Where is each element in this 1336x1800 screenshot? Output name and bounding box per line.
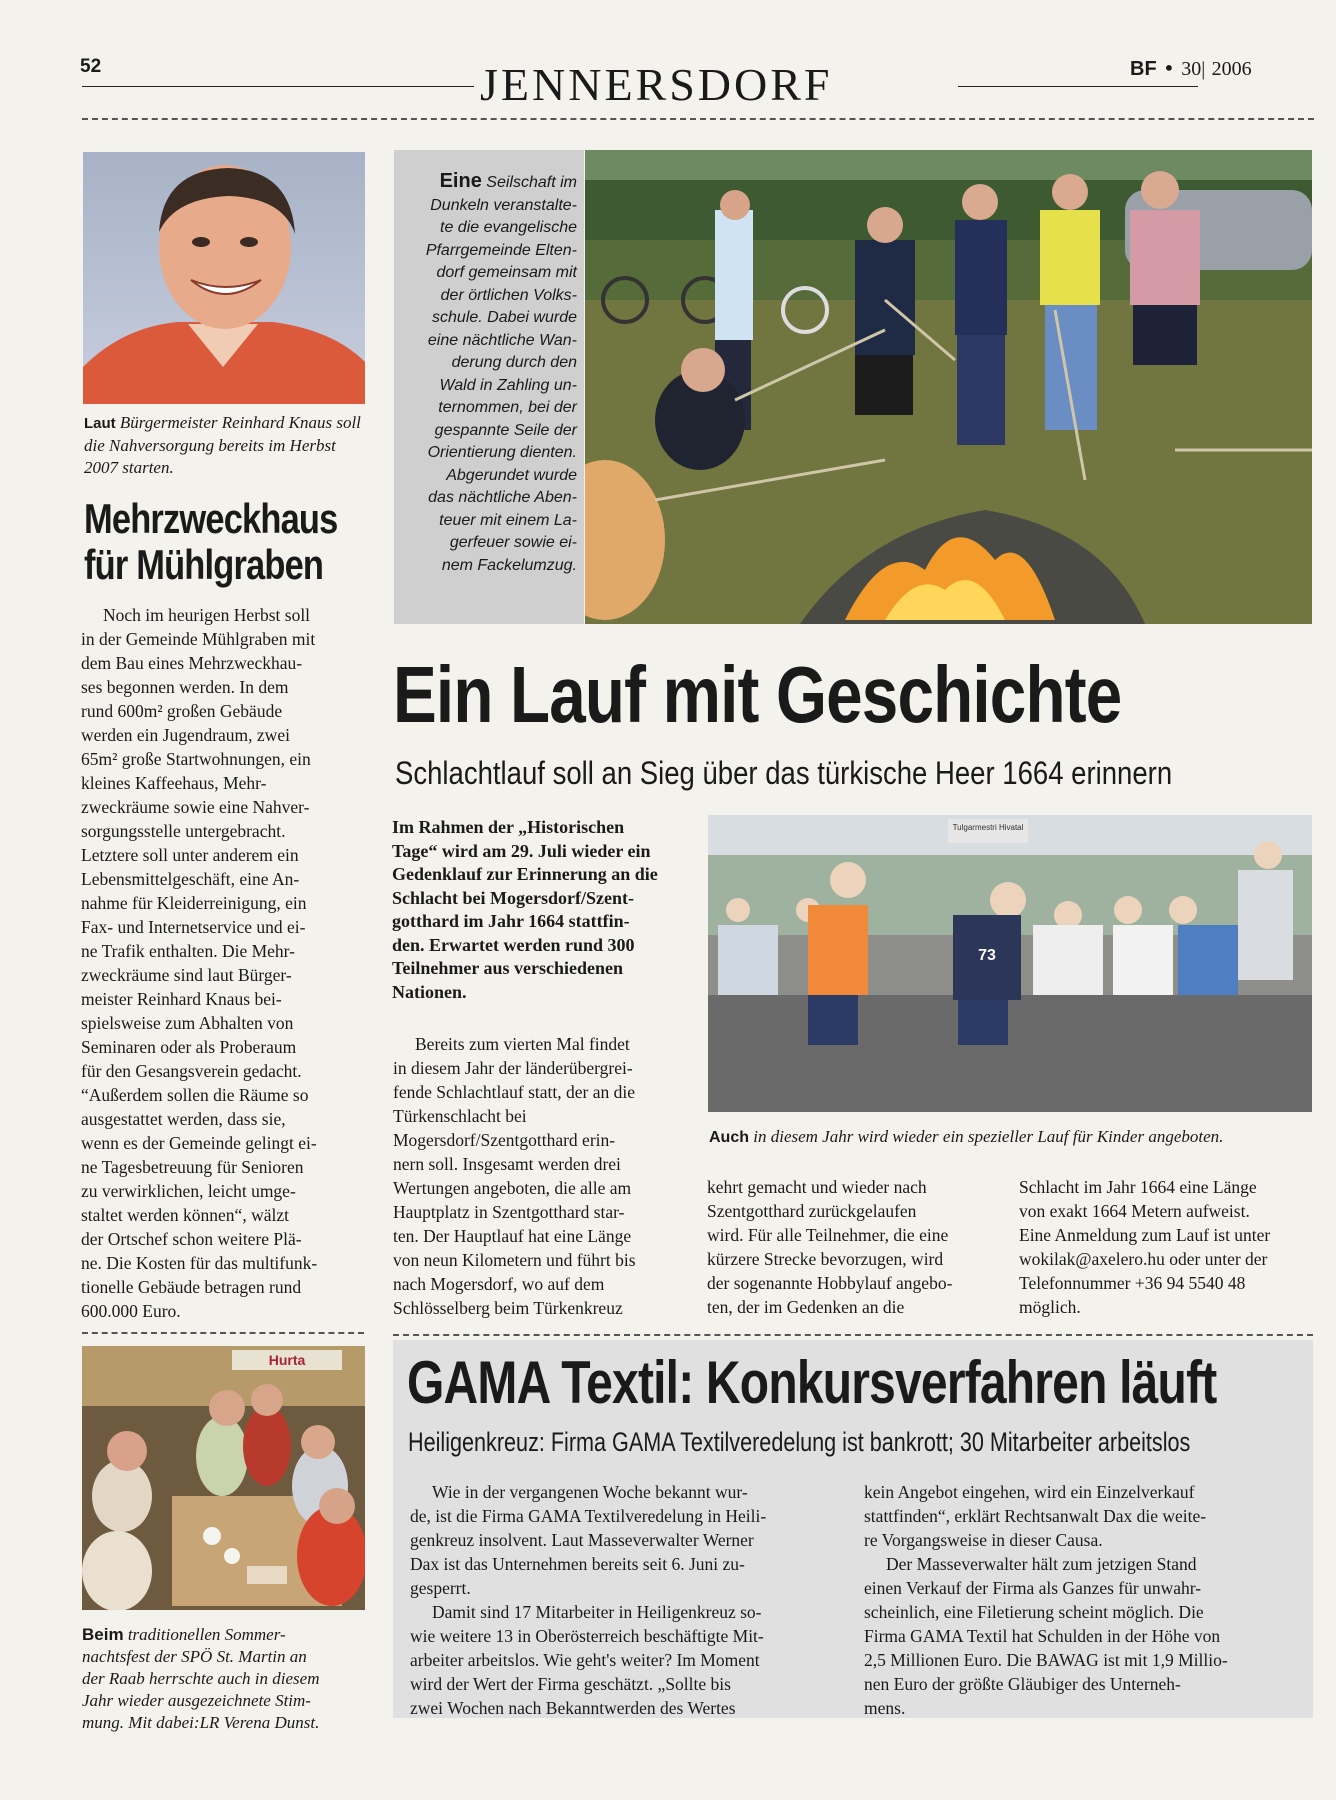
gama-col1-line: gesperrt. <box>410 1578 471 1598</box>
camp-caption <box>412 170 577 577</box>
race-caption-lead: Auch <box>709 1129 749 1146</box>
mehrzweck-line: wenn es der Gemeinde gelingt ei- <box>81 1133 317 1153</box>
gama-headline: GAMA Textil: Konkursverfahren läuft <box>407 1349 1217 1416</box>
camp-caption-line: ternommen, bei der <box>438 399 577 416</box>
lauf-lead-line: Gedenklauf zur Erinnerung an die <box>392 864 658 884</box>
camp-caption-line: Pfarrgemeinde Elten- <box>425 241 577 259</box>
race-photo-caption <box>709 1126 1329 1149</box>
gama-col1-line: arbeiter arbeitslos. Wie geht's weiter? Im Moment <box>410 1650 760 1670</box>
gama-col2-line: nen Euro der größte Gläubiger des Unterneh- <box>864 1674 1181 1694</box>
camp-caption-line: te die evangelische <box>440 219 577 236</box>
gama-col2-line: kein Angebot eingehen, wird ein Einzelverkauf <box>864 1482 1195 1502</box>
portrait-caption <box>84 412 366 479</box>
gama-col1-line: wie weitere 13 in Oberösterreich beschäftigte Mit- <box>410 1626 764 1646</box>
fest-caption-line-0: traditionellen Sommer- <box>127 1625 286 1644</box>
mehrzweck-headline-line2: für Mühlgraben <box>84 541 324 588</box>
lauf-col1-line: ten. Der Hauptlauf hat eine Länge <box>393 1226 632 1246</box>
gama-col1-line: Damit sind 17 Mitarbeiter in Heiligenkreuz so- <box>432 1602 762 1622</box>
camp-caption-first-line <box>412 170 577 195</box>
gama-col1-line: de, ist die Firma GAMA Textilveredelung in Heili- <box>410 1506 767 1526</box>
lauf-col3-line: von exakt 1664 Metern aufweist. <box>1019 1201 1250 1221</box>
mehrzweck-body <box>81 603 364 1323</box>
camp-caption-line: gerfeuer sowie ei- <box>449 534 577 551</box>
mehrzweck-line: Fax- und Internetservice und ei- <box>81 917 306 937</box>
lauf-col1-line: nern soll. Insgesamt werden drei <box>393 1154 621 1174</box>
mehrzweck-headline-line1: Mehrzweckhaus <box>84 495 338 542</box>
lauf-col3-line: Eine Anmeldung zum Lauf ist unter <box>1019 1225 1271 1245</box>
camp-caption-line: Abgerundet wurde <box>446 466 577 484</box>
camp-caption-line: schule. Dabei wurde <box>432 309 577 326</box>
campfire-photo <box>585 150 1312 624</box>
header-rule-left <box>82 86 474 87</box>
camp-caption-line: Wald in Zahling un- <box>439 376 577 394</box>
mehrzweck-line: spielsweise zum Abhalten von <box>81 1013 294 1033</box>
issue-number: 30 <box>1181 58 1202 80</box>
lauf-col2-line: ten, der im Gedenken an die <box>707 1297 905 1317</box>
lauf-col3-line: Telefonnummer +36 94 5540 48 <box>1019 1273 1246 1293</box>
mehrzweck-line: meister Reinhard Knaus bei- <box>81 989 282 1009</box>
summer-fest-photo <box>82 1346 365 1610</box>
gama-col2-line: Der Masseverwalter hält zum jetzigen Stand <box>886 1554 1197 1574</box>
camp-caption-line: Seilschaft im <box>486 174 577 191</box>
lauf-lead-line: Tage“ wird am 29. Juli wieder ein <box>392 840 651 861</box>
fest-caption-line-1: nachtsfest der SPÖ St. Martin an <box>82 1647 307 1666</box>
section-title: JENNERSDORF <box>480 59 833 110</box>
mehrzweck-line: ne. Die Kosten für das multifunk- <box>81 1253 318 1273</box>
lauf-col1-line: in diesem Jahr der länderübergrei- <box>393 1058 633 1078</box>
race-banner-text: Tulgarmestri Hivatal <box>952 823 1024 832</box>
lauf-lead-line: Nationen. <box>392 981 467 1002</box>
camp-caption-line: eine nächtliche Wan- <box>427 331 577 349</box>
gama-col2-line: mens. <box>864 1698 906 1718</box>
mayor-portrait-photo <box>83 152 365 404</box>
lauf-col2-line: kürzere Strecke bevorzugen, wird <box>707 1249 944 1269</box>
camp-caption-line: nem Fackelumzug. <box>441 556 577 574</box>
mehrzweck-line: ausgestattet werden, dass sie, <box>81 1109 286 1129</box>
header-divider <box>82 118 1314 120</box>
mehrzweck-line: 65m² große Startwohnungen, ein <box>81 749 311 769</box>
gama-col2-line: 2,5 Millionen Euro. Die BAWAG ist mit 1,9 Millio- <box>864 1650 1228 1670</box>
paper-name: BF <box>1130 58 1157 80</box>
lauf-column-3 <box>1019 1175 1307 1319</box>
lauf-col3-line: möglich. <box>1019 1297 1081 1317</box>
mehrzweck-line: für den Gesangsverein gedacht. <box>81 1061 302 1081</box>
mehrzweck-line: werden ein Jugendraum, zwei <box>81 725 290 745</box>
lauf-col1-line: nach Mogersdorf, wo auf dem <box>393 1274 605 1294</box>
camp-caption-line: teuer mit einem La- <box>439 511 577 529</box>
lauf-col1-line: Mogersdorf/Szentgotthard erin- <box>393 1130 616 1150</box>
mehrzweck-line: 600.000 Euro. <box>81 1301 181 1321</box>
lauf-lead-line: Im Rahmen der „Historischen <box>392 817 625 837</box>
camp-caption-box <box>394 150 584 624</box>
gama-column-2 <box>864 1480 1292 1720</box>
gama-col1-line: Wie in der vergangenen Woche bekannt wur- <box>432 1482 748 1502</box>
camp-caption-line: das nächtliche Aben- <box>428 489 577 506</box>
lauf-col2-line: kehrt gemacht und wieder nach <box>707 1177 927 1197</box>
lauf-column-2 <box>707 1175 991 1319</box>
lauf-col1-line: Bereits zum vierten Mal findet <box>415 1034 630 1054</box>
lauf-col1-line: fende Schlachtlauf statt, der an die <box>393 1082 635 1102</box>
lauf-subhead: Schlachtlauf soll an Sieg über das türkische Heer 1664 erinnern <box>395 755 1173 791</box>
lauf-lead-line: den. Erwartet werden rund 300 <box>392 934 635 955</box>
gama-col2-line: Firma GAMA Textil hat Schulden in der Höhe von <box>864 1626 1221 1646</box>
mehrzweck-line: Noch im heurigen Herbst soll <box>103 605 311 625</box>
lauf-col1-line: von neun Kilometern und führt bis <box>393 1250 636 1270</box>
lauf-col1-line: Schlösselberg beim Türkenkreuz <box>393 1298 623 1318</box>
camp-caption-line: gespannte Seile der <box>434 421 577 439</box>
lauf-lead-line: Teilnehmer aus verschiedenen <box>392 958 624 978</box>
lauf-col3-line: wokilak@axelero.hu oder unter der <box>1019 1249 1268 1269</box>
mehrzweck-line: tionelle Gebäude betragen rund <box>81 1277 302 1297</box>
gama-col2-line: re Vorgangsweise in dieser Causa. <box>864 1530 1103 1550</box>
mehrzweck-line: zweckräume sowie eine Nahver- <box>81 797 310 817</box>
mehrzweck-line: ne Trafik enthalten. Die Mehr- <box>81 941 295 961</box>
camp-caption-line: der örtlichen Volks- <box>440 286 577 304</box>
lauf-headline: Ein Lauf mit Geschichte <box>393 650 1122 739</box>
left-column-divider <box>82 1332 364 1334</box>
lauf-col1-line: Türkenschlacht bei <box>393 1106 527 1126</box>
lauf-col2-line: der sogenannte Hobbylauf angebo- <box>707 1273 953 1293</box>
gama-col2-line: einen Verkauf der Firma als Ganzes für unwahr- <box>864 1578 1202 1598</box>
gama-col1-line: wird der Wert der Firma geschätzt. „Sollte bis <box>410 1674 731 1694</box>
mehrzweck-line: dem Bau eines Mehrzweckhau- <box>81 653 303 673</box>
lauf-col3-line: Schlacht im Jahr 1664 eine Länge <box>1019 1177 1257 1197</box>
header-rule-right <box>958 86 1198 87</box>
camp-caption-line: Orientierung dienten. <box>427 444 577 461</box>
lauf-col1-line: Wertungen angeboten, die alle am <box>393 1178 632 1198</box>
mehrzweck-line: nahme für Kleiderreinigung, ein <box>81 893 307 913</box>
fest-sign-text: Hurta <box>268 1352 306 1368</box>
fest-caption <box>82 1624 368 1734</box>
mehrzweck-line: staltet werden können“, wälzt <box>81 1205 289 1225</box>
mehrzweck-line: der Ortschef schon weitere Plä- <box>81 1229 302 1249</box>
race-caption-text: in diesem Jahr wird wieder ein spezieller Lauf für Kinder angeboten. <box>753 1127 1224 1146</box>
lauf-col1-line: Hauptplatz in Szentgotthard star- <box>393 1202 625 1222</box>
gama-col2-line: scheinlich, eine Filetierung scheint möglich. Die <box>864 1602 1204 1622</box>
fest-caption-line-4: mung. Mit dabei:LR Verena Dunst. <box>82 1713 320 1732</box>
gama-divider <box>393 1334 1313 1336</box>
mehrzweck-headline <box>84 496 337 588</box>
fest-caption-lead: Beim <box>82 1625 124 1644</box>
mehrzweck-line: zweckräume sind laut Bürger- <box>81 965 292 985</box>
kids-race-photo <box>708 815 1312 1112</box>
gama-column-1 <box>410 1480 836 1720</box>
gama-col1-line: zwei Wochen nach Bekanntwerden des Wertes <box>410 1698 736 1718</box>
mehrzweck-line: zu verwirklichen, leicht umge- <box>81 1181 296 1201</box>
mehrzweck-line: “Außerdem sollen die Räume so <box>81 1085 309 1105</box>
mehrzweck-line: Lebensmittelgeschäft, eine An- <box>81 869 300 889</box>
lauf-lead-line: Schlacht bei Mogersdorf/Szent- <box>392 887 634 908</box>
lauf-col2-line: wird. Für alle Teilnehmer, die eine <box>707 1225 949 1245</box>
lauf-column-1 <box>393 1032 680 1320</box>
lauf-col2-line: Szentgotthard zurückgelaufen <box>707 1201 917 1221</box>
issue-info: BF • 30| 2006 <box>1130 56 1252 80</box>
camp-caption-lead: Eine <box>439 170 482 192</box>
gama-col2-line: stattfinden“, erklärt Rechtsanwalt Dax die weite- <box>864 1506 1207 1526</box>
mehrzweck-line: Seminaren oder als Proberaum <box>81 1037 297 1057</box>
mehrzweck-line: ses begonnen werden. In dem <box>81 677 289 697</box>
portrait-caption-lead: Laut <box>84 415 116 432</box>
page-number: 52 <box>80 56 102 77</box>
camp-caption-line: dorf gemeinsam mit <box>436 264 577 281</box>
mehrzweck-line: in der Gemeinde Mühlgraben mit <box>81 629 316 649</box>
portrait-caption-text: Bürgermeister Reinhard Knaus soll die Nahversorgung bereits im Herbst 2007 starten. <box>84 413 361 477</box>
gama-col1-line: genkreuz insolvent. Laut Masseverwalter Werner <box>410 1530 754 1550</box>
mehrzweck-line: ne Tagesbetreuung für Senioren <box>81 1157 304 1177</box>
mehrzweck-line: kleines Kaffeehaus, Mehr- <box>81 773 267 793</box>
mehrzweck-line: rund 600m² großen Gebäude <box>81 701 283 721</box>
lauf-lead <box>392 816 682 1004</box>
gama-col1-line: Dax ist das Unternehmen bereits seit 6. Juni zu- <box>410 1554 745 1574</box>
race-jersey-number: 73 <box>978 947 996 964</box>
fest-caption-line-2: der Raab herrschte auch in diesem <box>82 1669 320 1688</box>
camp-caption-line: derung durch den <box>451 354 577 371</box>
camp-caption-line: Dunkeln veranstalte- <box>430 196 577 214</box>
issue-separator: • <box>1163 56 1175 80</box>
issue-year: 2006 <box>1211 58 1252 80</box>
fest-caption-line-3: Jahr wieder ausgezeichnete Stim- <box>82 1691 311 1710</box>
mehrzweck-line: Letztere soll unter anderem ein <box>81 845 299 865</box>
mehrzweck-line: sorgungsstelle untergebracht. <box>81 821 286 841</box>
gama-subhead: Heiligenkreuz: Firma GAMA Textilveredelung ist bankrott; 30 Mitarbeiter arbeitslos <box>408 1427 1191 1457</box>
lauf-lead-line: gotthard im Jahr 1664 stattfin- <box>392 911 630 931</box>
